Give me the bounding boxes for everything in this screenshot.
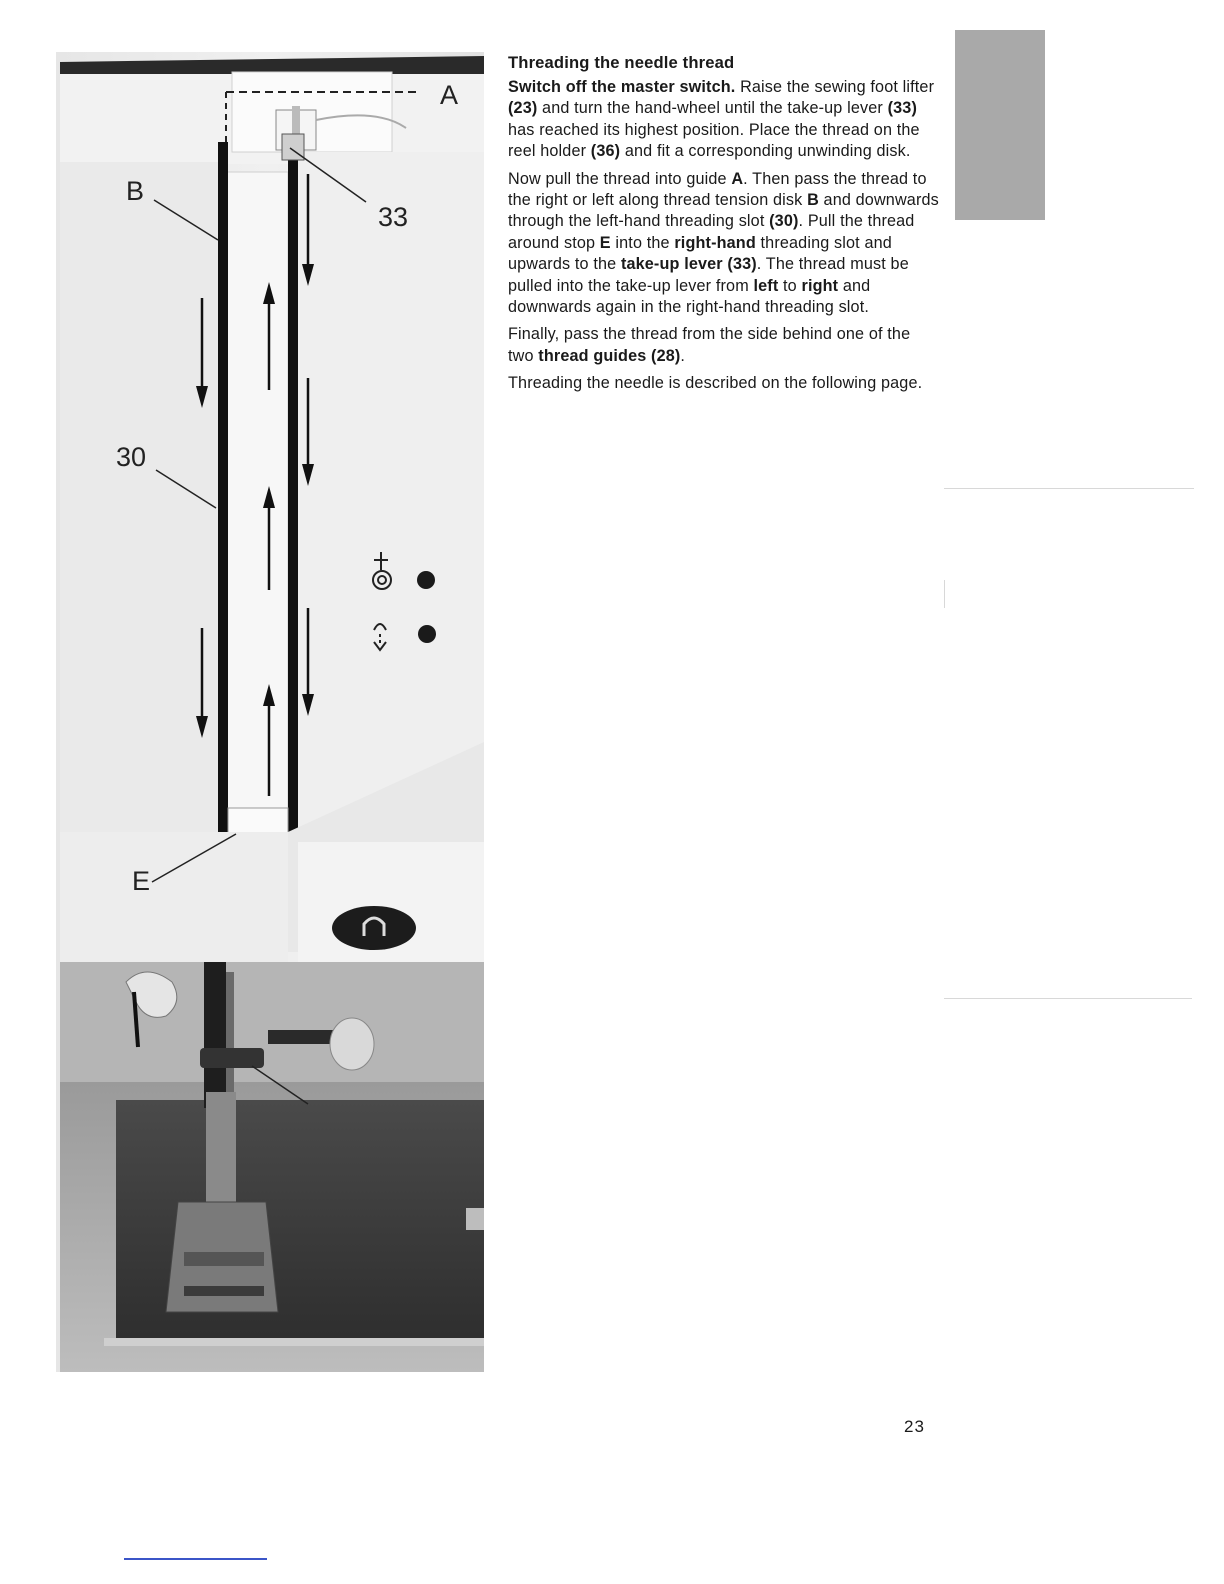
page-heading: Threading the needle thread	[508, 53, 735, 72]
page-number: 23	[904, 1417, 925, 1436]
threading-figure	[56, 52, 484, 1372]
needle-clamp	[200, 1048, 264, 1068]
label-a: A	[440, 80, 459, 110]
instructions	[508, 52, 940, 401]
scan-artifact-line	[944, 488, 1194, 489]
paragraph-2: Now pull the thread into guide A. Then pass the thread to the right or left along thread tension disk B and downwards through the left-hand threading slot (30). Pull the thread around stop E into the right-hand threading slot and upwards to the take-up lever (33). The thread must be pulled into the take-up lever from left to right and downwards again in the right-hand threading slot.	[508, 169, 939, 317]
chapter-tab	[955, 30, 1045, 220]
sewing-machine-photo	[56, 52, 484, 1372]
bottom-rule	[124, 1558, 267, 1560]
label-e: E	[132, 866, 151, 896]
machine-bed	[60, 962, 484, 1082]
label-b: B	[126, 176, 145, 206]
right-threading-slot	[288, 148, 298, 838]
scan-artifact-line	[944, 998, 1192, 999]
needle-bar	[204, 962, 226, 1108]
master-switch-text: Switch off the master switch.	[508, 78, 736, 96]
label-33: 33	[378, 202, 409, 232]
paragraph-1: Switch off the master switch. Raise the sewing foot lifter (23) and turn the hand-wheel until the take-up lever (33) has reached its highest position. Place the thread on the reel holder (36) and fit a corresponding unwinding disk.	[508, 78, 935, 161]
plate-edge	[104, 1338, 484, 1346]
lifter-knob	[330, 1018, 374, 1070]
machine-arm	[60, 832, 288, 966]
label-30: 30	[116, 442, 147, 472]
bobbin-winder-button	[417, 571, 435, 589]
lifter-arm	[268, 1030, 338, 1044]
front-panel	[226, 172, 288, 832]
paragraph-4: Threading the needle is described on the following page.	[508, 374, 923, 393]
stop-e	[228, 808, 288, 834]
paragraph-3: Finally, pass the thread from the side behind one of the two thread guides (28).	[508, 325, 911, 365]
needle-stop-button	[332, 906, 416, 950]
scan-artifact-line	[944, 580, 945, 608]
needle-position-button	[418, 625, 436, 643]
left-threading-slot	[218, 142, 228, 832]
